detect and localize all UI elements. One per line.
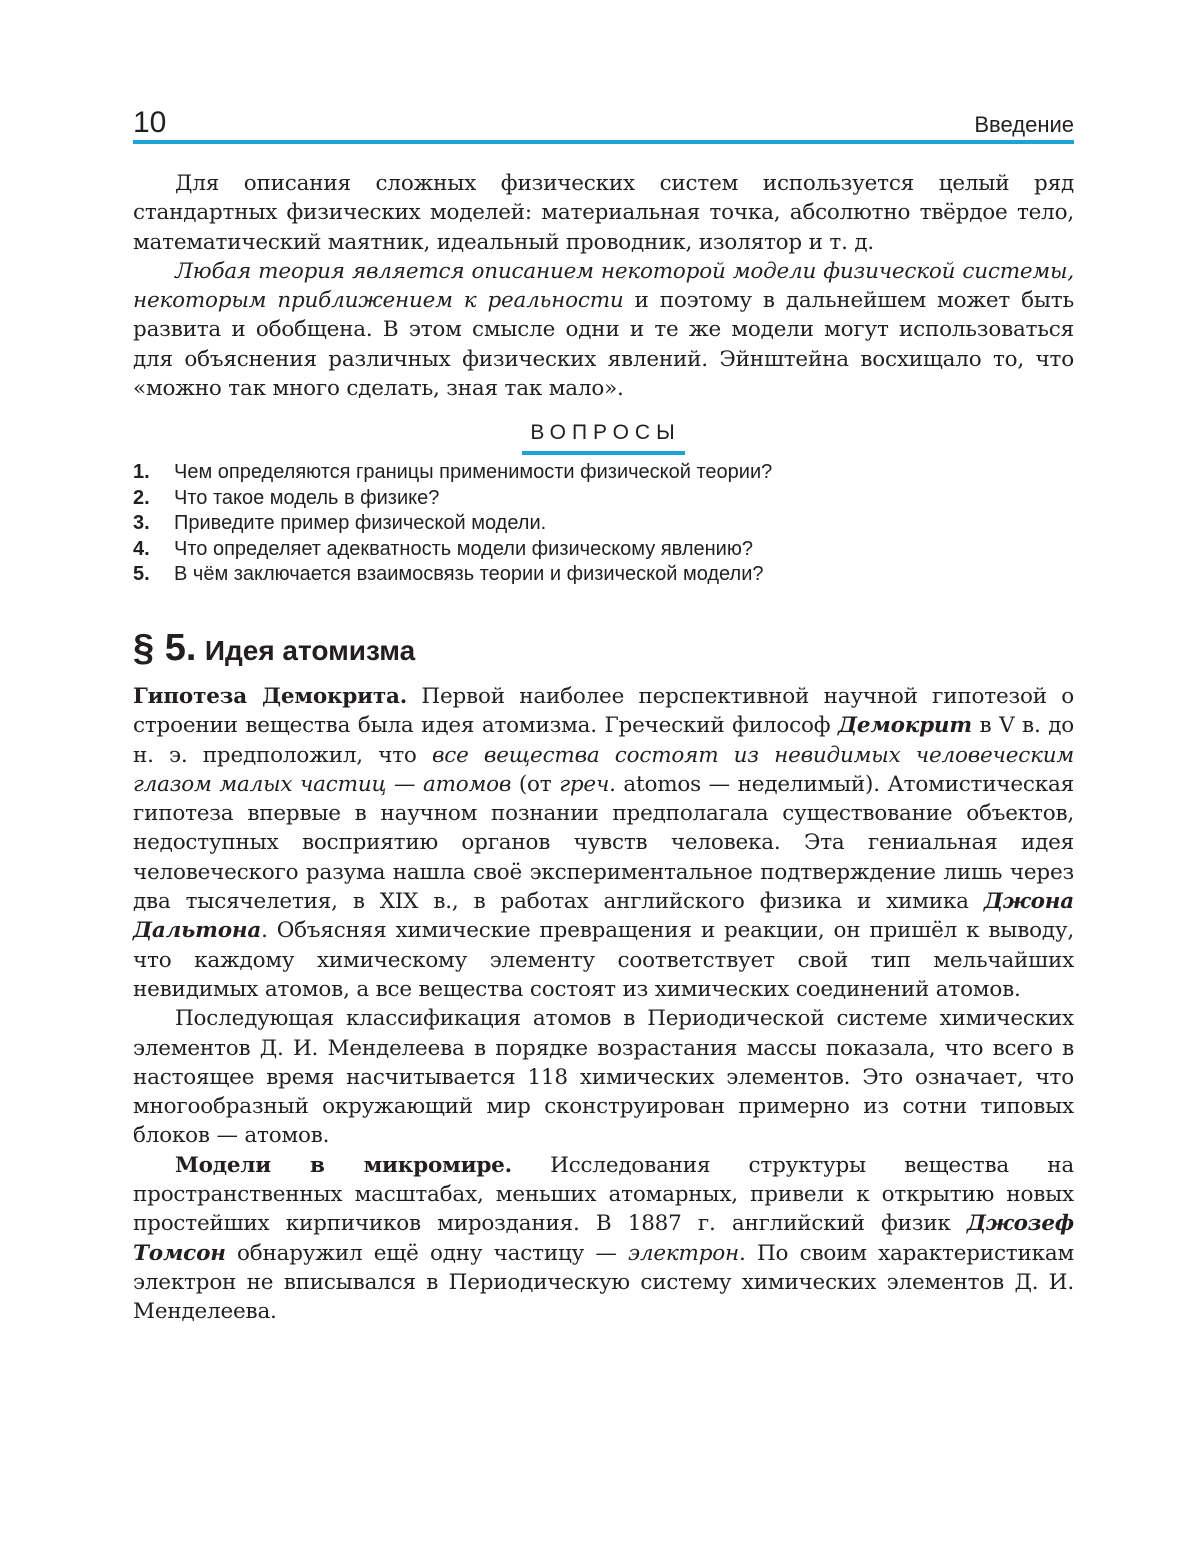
intro-paragraph-2: Любая теория является описанием некоторой модели физической системы, некоторым приближением к реальности и поэтому в дальнейшем может быть развита и обобщена. В этом смысле одни и те же модели могут использоваться для объяснения различных физических явлений. Эйнштейна восхищало то, что «можно так много сделать, зная так мало». — [133, 258, 1074, 402]
section-body — [133, 682, 1074, 1327]
person-name: Джона Дальтона — [133, 889, 1074, 944]
question-item: 5. В чём заключается взаимосвязь теории и физической модели? — [133, 563, 764, 585]
emphasis-text: Любая теория является описанием некоторой модели физической системы, некоторым приближением к реальности — [133, 258, 1074, 314]
question-item: 4. Что определяет адекватность модели физическому явлению? — [133, 537, 753, 560]
person-name: Демокрит — [837, 713, 972, 739]
page-number: 10 — [133, 106, 167, 139]
section-heading — [133, 626, 415, 673]
emphasis-text: все вещества состоят из невидимых человеческим глазом малых частиц — атомов — [133, 742, 1074, 797]
question-item: 2. Что такое модель в физике? — [133, 486, 440, 509]
running-header — [133, 106, 1074, 142]
subheading: Гипотеза Демокрита. — [133, 684, 408, 709]
questions-list — [133, 460, 1074, 588]
section-number: § 5. — [133, 627, 197, 669]
subheading: Модели в микромире. — [175, 1152, 512, 1178]
paragraph-democritus: Гипотеза Демокрита. Первой наиболее перспективной научной гипотезой о строении вещества была идея атомизма. Греческий философ Демокрит в V в. до н. э. предположил, что все вещества состоят из невидимых человеческим глазом малых частиц — атомов (от греч. atomos — неделимый). Атомистическая гипотеза впервые в научном познании предполагала существование объектов, недоступных восприятию органов чувств человека. Эта гениальная идея человеческого разума нашла своё экспериментальное подтверждение лишь через два тысячелетия, в XIX в., в работах английского физика и химика Джона Дальтона. Объясняя химические превращения и реакции, он пришёл к выводу, что каждому химическому элементу соответствует свой тип мельчайших невидимых атомов, а все вещества состоят из химических соединений атомов. — [133, 684, 1075, 1002]
intro-text — [133, 169, 1074, 403]
questions-heading — [133, 421, 1074, 455]
section-title: Идея атомизма — [204, 635, 416, 666]
running-section-title: Введение — [974, 112, 1074, 137]
question-item: 1. Чем определяются границы применимости физической теории? — [133, 461, 773, 483]
intro-paragraph-1: Для описания сложных физических систем используется целый ряд стандартных физических моделей: материальная точка, абсолютно твёрдое тело, математический маятник, идеальный проводник, изолятор и т. д. — [133, 171, 1074, 255]
paragraph-mendeleev: Последующая классификация атомов в Периодической системе химических элементов Д. И. Менделеева в порядке возрастания массы показала, что всего в настоящее время насчитывается 118 химических элементов. Это означает, что многообразный окружающий мир сконструирован примерно из сотни типовых блоков — атомов. — [133, 1006, 1074, 1149]
question-item: 3. Приведите пример физической модели. — [133, 512, 547, 534]
person-name: Джозеф Томсон — [133, 1211, 1074, 1266]
emphasis-text: электрон — [628, 1240, 739, 1266]
paragraph-micromodels: Модели в микромире. Исследования структуры вещества на пространственных масштабах, меньших атомарных, привели к открытию новых простейших кирпичиков мироздания. В 1887 г. английский физик Джозеф Томсон обнаружил ещё одну частицу — электрон. По своим характеристикам электрон не вписывался в Периодическую систему химических элементов Д. И. Менделеева. — [133, 1152, 1074, 1325]
header-rule — [133, 140, 1074, 144]
questions-title: ВОПРОСЫ — [522, 421, 684, 455]
